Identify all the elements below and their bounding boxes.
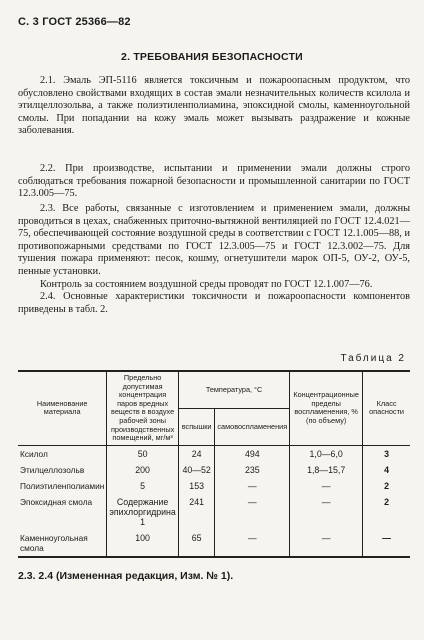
header-limits: Концентрационные пределы воспламенения, % (по объему) — [290, 371, 363, 445]
paragraph-2-2 — [18, 163, 410, 201]
table-row — [18, 494, 410, 530]
cell-name: Эпоксидная смола — [18, 494, 107, 530]
table-row — [18, 530, 410, 557]
table-row — [18, 462, 410, 478]
header-temperature: Температура, °С — [178, 371, 289, 409]
paragraph-2-3 — [18, 203, 410, 316]
cell-hazard: 2 — [363, 478, 410, 494]
paragraph-2-1-text: 2.1. Эмаль ЭП-5116 является токсичным и пожароопасным продуктом, что обусловлено свойствами входящих в состав эмали незначительных количеств ксилола и этилцеллозольва, а также полиэтиленполиамина, эпоксидной смолы, каменноугольной смолы. При попадании на кожу эмаль может вызывать раздражение и кожные заболевания. — [18, 75, 410, 137]
cell-autoignition: — — [215, 478, 290, 494]
cell-limits: 1,0—6,0 — [290, 445, 363, 462]
cell-flash: 24 — [178, 445, 215, 462]
cell-autoignition: — — [215, 494, 290, 530]
cell-name: Каменноугольная смола — [18, 530, 107, 557]
paragraph-2-1 — [18, 75, 410, 138]
cell-autoignition: — — [215, 530, 290, 557]
cell-hazard: 2 — [363, 494, 410, 530]
cell-pdk: Содержание эпихлоргидрина 1 — [107, 494, 179, 530]
toxicity-table — [18, 370, 410, 558]
cell-limits: 1,8—15,7 — [290, 462, 363, 478]
cell-flash: 241 — [178, 494, 215, 530]
cell-limits: — — [290, 530, 363, 557]
cell-autoignition: 494 — [215, 445, 290, 462]
cell-flash: 65 — [178, 530, 215, 557]
cell-flash: 153 — [178, 478, 215, 494]
paragraph-2-3-control-text: Контроль за состоянием воздушной среды проводят по ГОСТ 12.1.007—76. — [40, 278, 373, 290]
table-caption: Таблица 2 — [340, 353, 406, 364]
cell-hazard: 3 — [363, 445, 410, 462]
cell-pdk: 100 — [107, 530, 179, 557]
cell-pdk: 50 — [107, 445, 179, 462]
cell-limits: — — [290, 478, 363, 494]
cell-hazard: 4 — [363, 462, 410, 478]
paragraph-2-4-text: 2.4. Основные характеристики токсичности и пожароопасности компонентов приведены в табл. 2. — [18, 291, 410, 315]
cell-name: Этилцеллозольв — [18, 462, 107, 478]
cell-pdk: 5 — [107, 478, 179, 494]
paragraph-2-3-text: 2.3. Все работы, связанные с изготовлением и применением эмали, должны проводиться в цехах, снабженных приточно-вытяжной вентиляцией по ГОСТ 12.4.021—75, обеспечивающей состояние воздушной среды в соответствии с ГОСТ 12.1.005—88, и противопожарными средствами по ГОСТ 12.3.005—75 и ГОСТ 12.3.002—75. Для тушения пожара применяют: песок, кошму, огнетушители марок ОП-5, ОУ-2, ОУ-5, пенные установки. — [18, 203, 410, 277]
cell-name: Ксилол — [18, 445, 107, 462]
cell-name: Полиэтиленполиамин — [18, 478, 107, 494]
header-pdk: Предельно допустимая концентрация паров вредных веществ в воздухе рабочей зоны производственных помещений, мг/м³ — [107, 371, 179, 445]
page-header: С. 3 ГОСТ 25366—82 — [18, 16, 131, 28]
section-title: 2. ТРЕБОВАНИЯ БЕЗОПАСНОСТИ — [121, 51, 303, 63]
table-row — [18, 478, 410, 494]
header-hazard-class: Класс опасности — [363, 371, 410, 445]
cell-hazard: — — [363, 530, 410, 557]
cell-flash: 40—52 — [178, 462, 215, 478]
table-row — [18, 445, 410, 462]
cell-limits: — — [290, 494, 363, 530]
header-flash: вспышки — [178, 409, 215, 445]
cell-autoignition: 235 — [215, 462, 290, 478]
header-name: Наименование материала — [18, 371, 107, 445]
amendment-note: 2.3. 2.4 (Измененная редакция, Изм. № 1). — [18, 570, 234, 582]
cell-pdk: 200 — [107, 462, 179, 478]
paragraph-2-2-text: 2.2. При производстве, испытании и применении эмали должны строго соблюдаться требования пожарной безопасности и промышленной санитарии по ГОСТ 12.3.005—75. — [18, 163, 410, 200]
header-autoignition: самовоспламенения — [215, 409, 290, 445]
